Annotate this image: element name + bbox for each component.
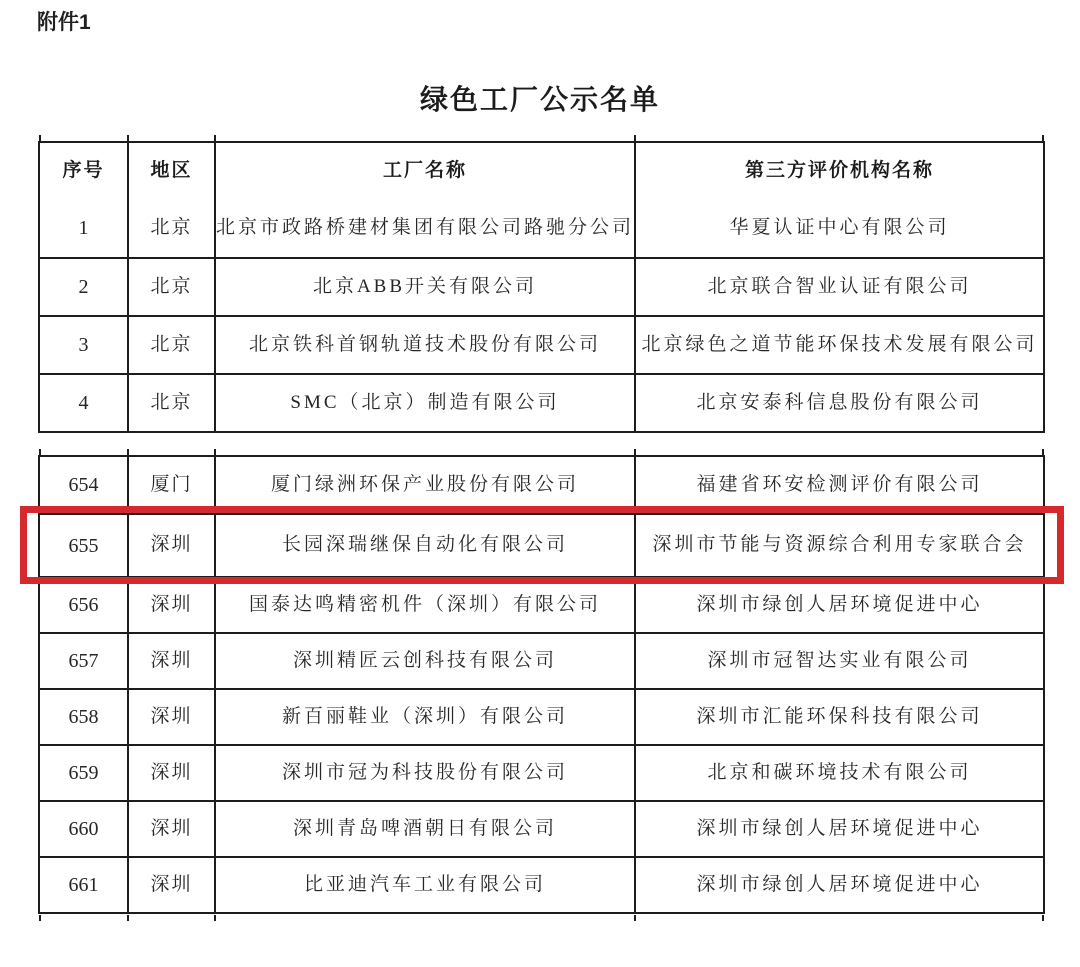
column-header-region: 地区	[129, 143, 216, 199]
column-header-factory: 工厂名称	[216, 143, 636, 199]
table-row	[40, 373, 1043, 431]
table-crop-mark	[634, 915, 636, 921]
cell-serial-number: 2	[40, 259, 129, 315]
cell-region: 北京	[129, 259, 216, 315]
table-crop-mark	[634, 449, 636, 455]
cell-agency-name: 深圳市绿创人居环境促进中心	[696, 873, 983, 895]
table-header-row	[40, 143, 1043, 199]
cell-region: 深圳	[129, 690, 216, 744]
cell-agency-name: 北京联合智业认证有限公司	[707, 275, 972, 297]
cell-factory-name: 深圳精匠云创科技有限公司	[216, 634, 636, 688]
cell-agency-name: 深圳市绿创人居环境促进中心	[696, 817, 983, 839]
cell-region: 深圳	[129, 802, 216, 856]
cell-serial-number: 656	[40, 578, 129, 632]
table-crop-mark	[39, 449, 41, 455]
table-row	[40, 257, 1043, 315]
cell-serial-number: 3	[40, 317, 129, 373]
table-row	[40, 315, 1043, 373]
cell-agency-name: 深圳市节能与资源综合利用专家联合会	[652, 534, 1027, 556]
cell-factory-name: 深圳青岛啤酒朝日有限公司	[216, 802, 636, 856]
cell-agency-name: 深圳市绿创人居环境促进中心	[696, 593, 983, 615]
cell-serial-number: 659	[40, 746, 129, 800]
table-crop-mark	[127, 449, 129, 455]
table-crop-mark	[127, 915, 129, 921]
table-crop-mark	[214, 915, 216, 921]
table-row	[40, 513, 1043, 576]
cell-factory-name: 新百丽鞋业（深圳）有限公司	[216, 690, 636, 744]
cell-agency-name: 华夏认证中心有限公司	[729, 216, 950, 238]
table-crop-mark	[214, 449, 216, 455]
table-row	[40, 856, 1043, 912]
table-row	[40, 576, 1043, 632]
cell-factory-name: 长园深瑞继保自动化有限公司	[216, 515, 636, 576]
table-row	[40, 688, 1043, 744]
cell-serial-number: 1	[40, 199, 129, 257]
cell-factory-name: 北京市政路桥建材集团有限公司路驰分公司	[216, 199, 636, 257]
cell-factory-name: 深圳市冠为科技股份有限公司	[216, 746, 636, 800]
cell-factory-name: 北京铁科首钢轨道技术股份有限公司	[216, 317, 636, 373]
cell-factory-name: 国泰达鸣精密机件（深圳）有限公司	[216, 578, 636, 632]
cell-serial-number: 658	[40, 690, 129, 744]
cell-factory-name: SMC（北京）制造有限公司	[216, 375, 636, 431]
cell-agency-name: 北京安泰科信息股份有限公司	[696, 391, 983, 413]
cell-factory-name: 厦门绿洲环保产业股份有限公司	[216, 457, 636, 513]
table-section-top	[38, 141, 1045, 433]
page-title: 绿色工厂公示名单	[419, 84, 660, 115]
cell-region: 深圳	[129, 578, 216, 632]
table-row	[40, 632, 1043, 688]
cell-serial-number: 4	[40, 375, 129, 431]
table-crop-mark	[214, 135, 216, 141]
cell-region: 北京	[129, 317, 216, 373]
cell-agency-name: 福建省环安检测评价有限公司	[696, 473, 983, 495]
table-crop-mark	[127, 135, 129, 141]
cell-serial-number: 657	[40, 634, 129, 688]
table-crop-mark	[39, 135, 41, 141]
cell-serial-number: 655	[40, 515, 129, 576]
cell-region: 北京	[129, 199, 216, 257]
cell-agency-name: 北京绿色之道节能环保技术发展有限公司	[641, 333, 1038, 355]
table-crop-mark	[1042, 135, 1044, 141]
cell-agency-name: 深圳市汇能环保科技有限公司	[696, 705, 983, 727]
table-row	[40, 199, 1043, 257]
cell-serial-number: 654	[40, 457, 129, 513]
cell-region: 深圳	[129, 634, 216, 688]
cell-region: 厦门	[129, 457, 216, 513]
table-crop-mark	[634, 135, 636, 141]
cell-serial-number: 660	[40, 802, 129, 856]
column-header-serial: 序号	[40, 143, 129, 199]
cell-region: 北京	[129, 375, 216, 431]
table-row	[40, 744, 1043, 800]
table-section-bottom	[38, 455, 1045, 914]
cell-region: 深圳	[129, 515, 216, 576]
cell-factory-name: 北京ABB开关有限公司	[216, 259, 636, 315]
cell-factory-name: 比亚迪汽车工业有限公司	[216, 858, 636, 912]
cell-region: 深圳	[129, 858, 216, 912]
cell-agency-name: 深圳市冠智达实业有限公司	[707, 649, 972, 671]
attachment-label: 附件1	[37, 11, 91, 34]
cell-agency-name: 北京和碳环境技术有限公司	[707, 761, 972, 783]
cell-serial-number: 661	[40, 858, 129, 912]
table-row	[40, 457, 1043, 513]
table-crop-mark	[39, 915, 41, 921]
table-crop-mark	[1042, 449, 1044, 455]
table-row	[40, 800, 1043, 856]
column-header-agency: 第三方评价机构名称	[744, 159, 934, 181]
table-crop-mark	[1042, 915, 1044, 921]
cell-region: 深圳	[129, 746, 216, 800]
